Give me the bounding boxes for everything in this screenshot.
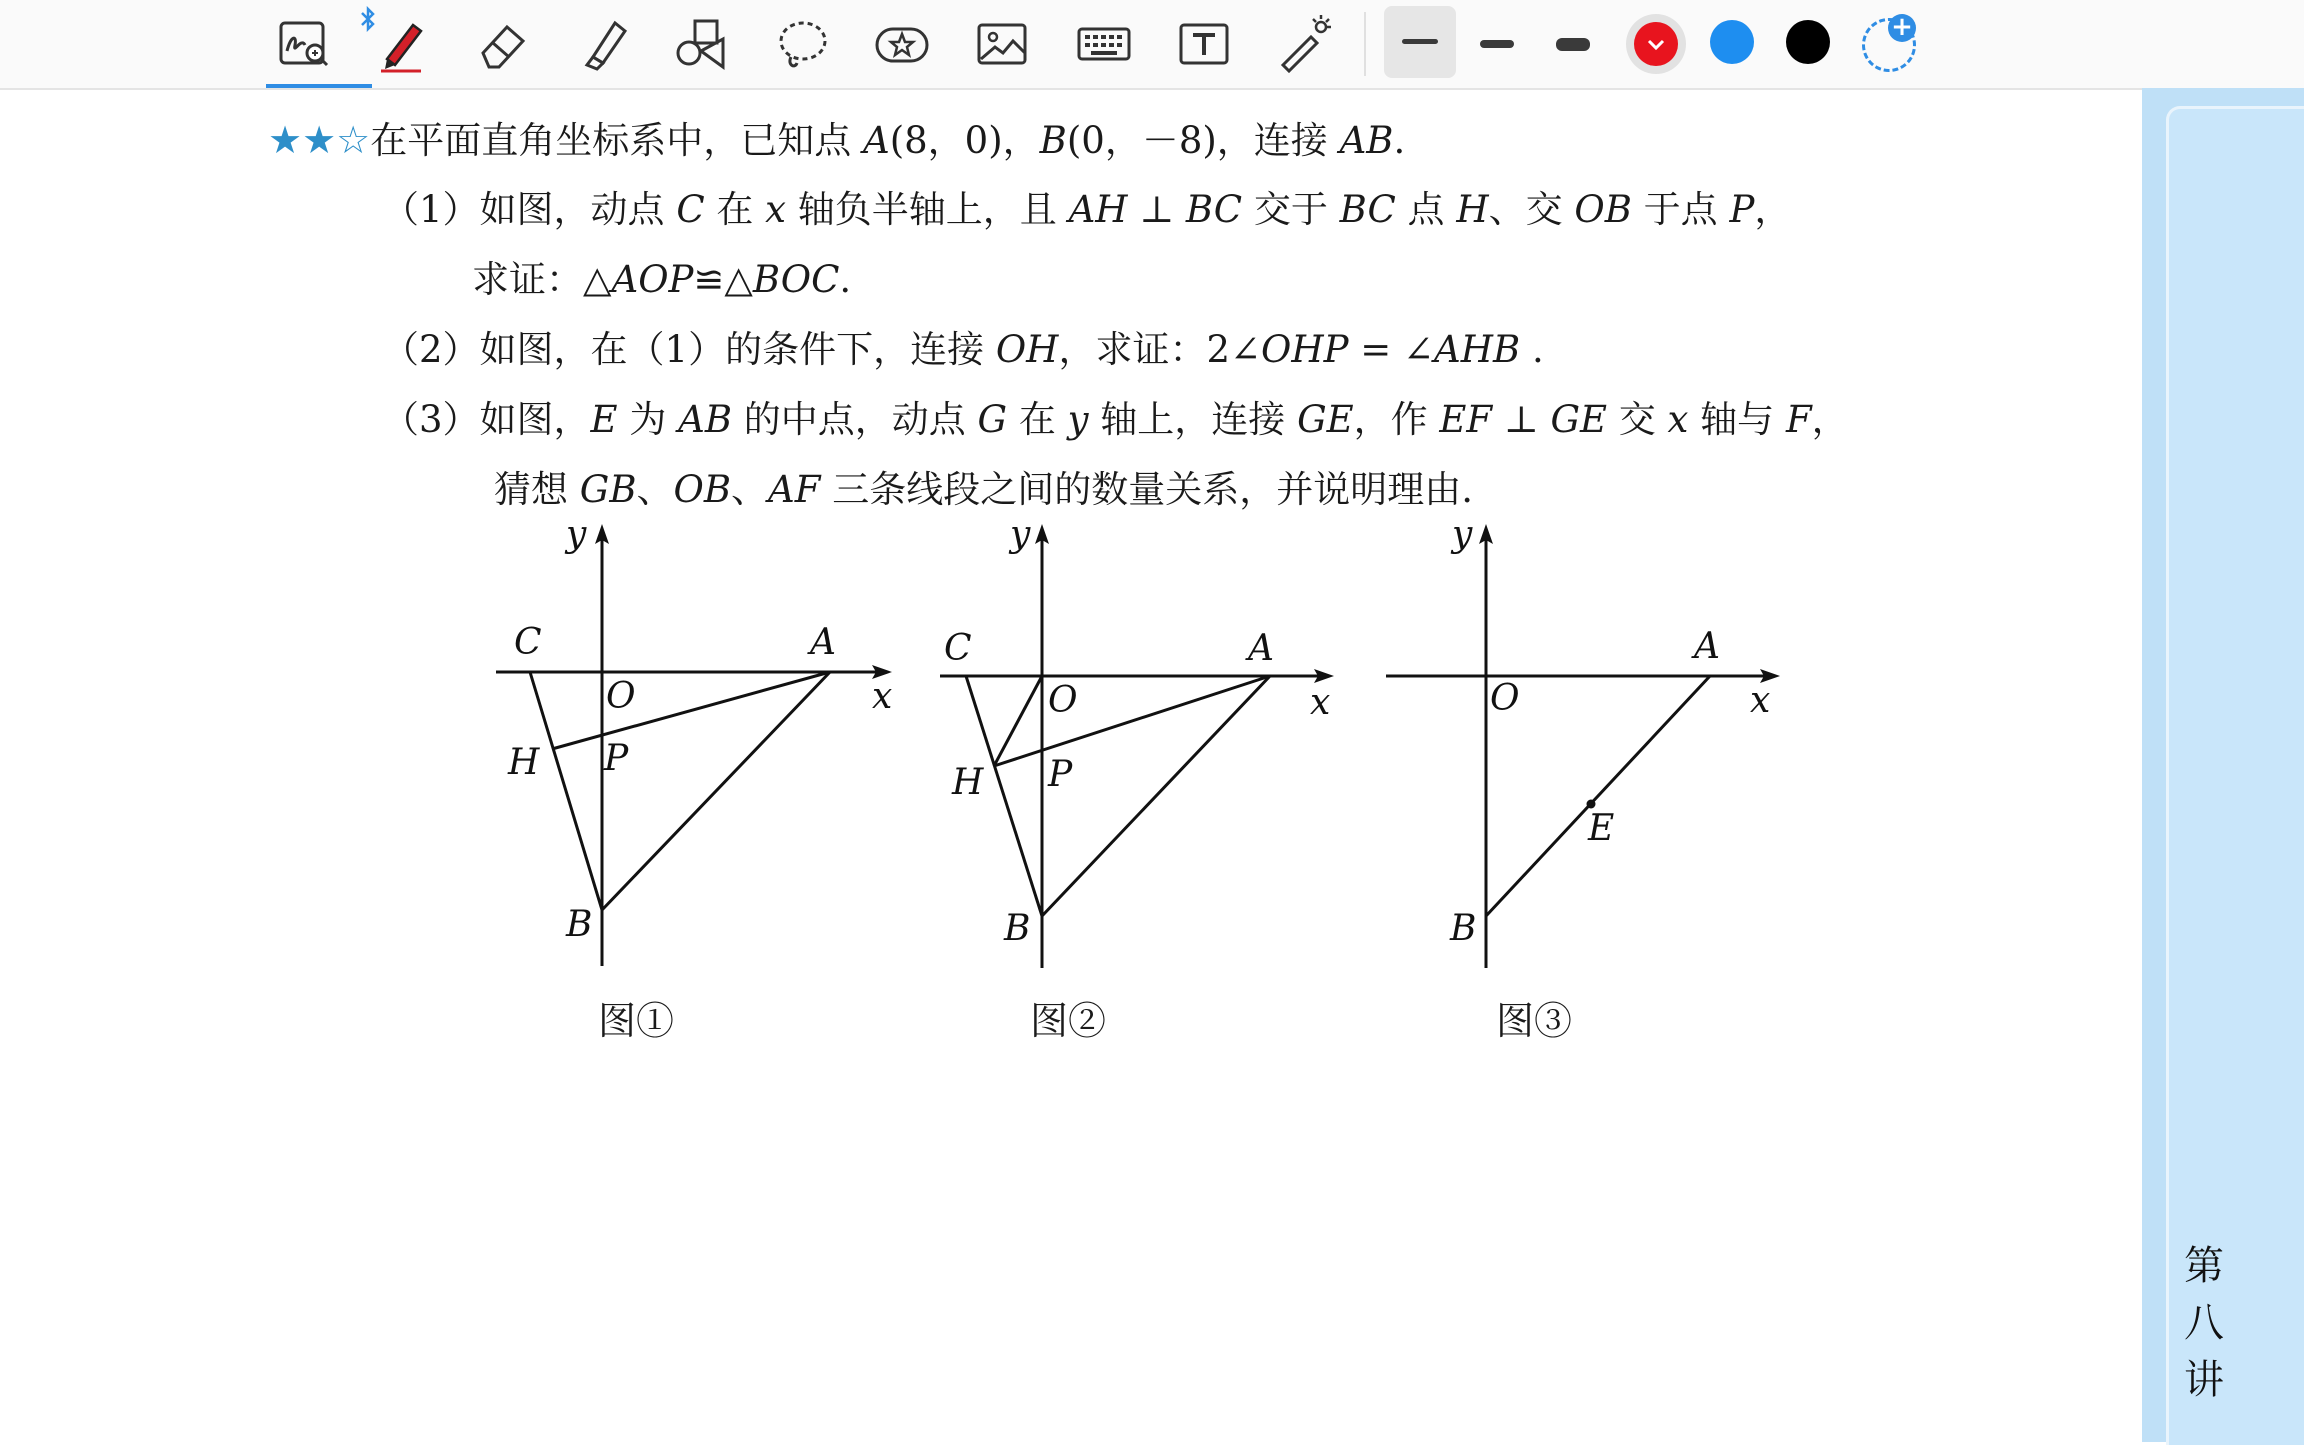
chevron-down-icon	[1634, 22, 1678, 66]
label-P: P	[604, 738, 629, 779]
difficulty-stars: ★★☆	[268, 118, 371, 162]
text: 、	[731, 468, 769, 511]
figure-1	[490, 514, 910, 982]
math: B	[1039, 119, 1067, 162]
text: (8，0)，	[889, 119, 1040, 162]
text: 在平面直角坐标系中，已知点	[370, 119, 863, 162]
text: 在	[1007, 398, 1068, 441]
text: ，作	[1353, 398, 1440, 441]
label-P: P	[1048, 754, 1073, 795]
text: ⊥	[1492, 398, 1551, 441]
label-A: A	[810, 622, 836, 663]
label-y: y	[1452, 514, 1473, 555]
label-x: x	[1750, 680, 1771, 721]
text: 为	[617, 398, 679, 441]
label-O: O	[1490, 678, 1520, 719]
math: OB	[673, 468, 732, 511]
math: P	[1729, 188, 1755, 231]
math: GB	[579, 468, 637, 511]
text: = ∠	[1348, 328, 1435, 371]
math: y	[1067, 398, 1089, 441]
label-y: y	[1010, 514, 1031, 555]
math: H	[1456, 188, 1489, 231]
figure-2	[930, 514, 1350, 982]
color-red-swatch[interactable]	[1634, 22, 1678, 66]
label-B: B	[566, 904, 593, 945]
part2-line	[382, 324, 1544, 376]
text: ，	[1811, 398, 1849, 441]
image-icon[interactable]	[970, 14, 1034, 74]
shapes-icon[interactable]	[670, 14, 734, 74]
label-B: B	[1004, 908, 1031, 949]
text: 的中点，动点	[732, 398, 978, 441]
math: OH	[995, 328, 1059, 371]
pen-icon[interactable]	[370, 14, 434, 74]
label-C: C	[514, 622, 542, 663]
stroke-thick-button[interactable]	[1536, 10, 1608, 78]
segment-AB	[1486, 676, 1710, 916]
math: AOP	[611, 258, 694, 301]
text: 轴负半轴上，且	[786, 188, 1069, 231]
text: 交于	[1242, 188, 1340, 231]
figure-3-caption: 图③	[1496, 999, 1573, 1043]
text-box-icon[interactable]	[1172, 14, 1236, 74]
text: 轴上，连接	[1088, 398, 1298, 441]
math: BOC	[752, 258, 840, 301]
stroke-medium-icon	[1480, 40, 1514, 48]
math: C	[676, 188, 705, 231]
active-tool-indicator	[266, 84, 372, 88]
label-C: C	[944, 628, 972, 669]
handwriting-zoom-icon[interactable]	[272, 14, 336, 74]
text: 猜想	[494, 468, 580, 511]
segment-AH	[552, 672, 830, 749]
text: ⊥	[1127, 188, 1186, 231]
lecture-char: 第	[2184, 1243, 2224, 1289]
text: 点	[1395, 188, 1457, 231]
math: x	[765, 188, 787, 231]
sticker-icon[interactable]	[870, 14, 934, 74]
text: 于点	[1631, 188, 1730, 231]
laser-pointer-icon[interactable]	[1272, 14, 1336, 74]
math: AHB	[1434, 328, 1521, 371]
text: ≌△	[693, 258, 753, 301]
math: GE	[1550, 398, 1608, 441]
part3-line1	[382, 394, 1849, 446]
stroke-thick-icon	[1556, 38, 1590, 51]
math: AF	[768, 468, 821, 511]
part3-line2	[494, 464, 1473, 516]
text: 轴与	[1688, 398, 1786, 441]
text: （3）如图，	[382, 398, 591, 441]
label-A: A	[1694, 626, 1720, 667]
text: 、交	[1488, 188, 1575, 231]
label-H: H	[508, 742, 540, 783]
label-y: y	[566, 514, 587, 555]
toolbar-separator	[1364, 12, 1366, 76]
math: E	[590, 398, 618, 441]
keyboard-icon[interactable]	[1072, 14, 1136, 74]
color-black-swatch[interactable]	[1786, 20, 1830, 64]
math: x	[1667, 398, 1689, 441]
math: G	[977, 398, 1008, 441]
math: F	[1785, 398, 1812, 441]
math: A	[862, 119, 890, 162]
text: 在	[704, 188, 766, 231]
math: GE	[1297, 398, 1354, 441]
math: AH	[1068, 188, 1128, 231]
add-color-plus-icon: +	[1888, 14, 1916, 42]
stroke-thin-icon	[1402, 39, 1438, 44]
eraser-icon[interactable]	[470, 14, 534, 74]
part1-line2	[472, 254, 851, 306]
label-x: x	[1310, 682, 1331, 723]
label-A: A	[1248, 628, 1274, 669]
text: （1）如图，动点	[382, 188, 677, 231]
lecture-char: 讲	[2184, 1357, 2224, 1403]
text: .	[1393, 119, 1406, 162]
lecture-char: 八	[2184, 1300, 2224, 1346]
figure-3	[1376, 514, 1796, 982]
color-blue-swatch[interactable]	[1710, 20, 1754, 64]
lasso-icon[interactable]	[770, 14, 834, 74]
math: BC	[1339, 188, 1396, 231]
label-x: x	[872, 676, 893, 717]
stroke-thin-button[interactable]	[1384, 6, 1456, 78]
text: 三条线段之间的数量关系，并说明理由.	[820, 468, 1473, 511]
text: ，	[1754, 188, 1792, 231]
math: BC	[1185, 188, 1243, 231]
figure-2-caption: 图②	[1030, 999, 1107, 1043]
math: OHP	[1261, 328, 1349, 371]
stroke-medium-button[interactable]	[1460, 10, 1532, 78]
toolbar	[0, 0, 2304, 90]
text: 、	[636, 468, 674, 511]
math: OB	[1574, 188, 1632, 231]
figure-1-caption: 图①	[598, 999, 675, 1043]
segment-CB	[530, 672, 602, 910]
text: ，求证：2∠	[1058, 328, 1261, 371]
math: EF	[1439, 398, 1493, 441]
text: .	[839, 258, 852, 301]
lecture-label	[2176, 1238, 2232, 1409]
math: AB	[1339, 119, 1394, 162]
text: 求证：△	[472, 258, 612, 301]
text: (0，－8)，连接	[1066, 119, 1340, 162]
part1-line1	[382, 184, 1791, 236]
label-B: B	[1450, 908, 1477, 949]
text: 交	[1607, 398, 1668, 441]
label-O: O	[606, 676, 636, 717]
label-O: O	[1048, 680, 1078, 721]
label-H: H	[952, 762, 984, 803]
problem-intro	[268, 114, 1405, 167]
text: .	[1520, 328, 1544, 371]
text: （2）如图，在（1）的条件下，连接	[382, 328, 996, 371]
label-E: E	[1588, 808, 1615, 849]
math: AB	[678, 398, 733, 441]
segment-AB	[602, 672, 830, 910]
highlighter-icon[interactable]	[570, 14, 634, 74]
